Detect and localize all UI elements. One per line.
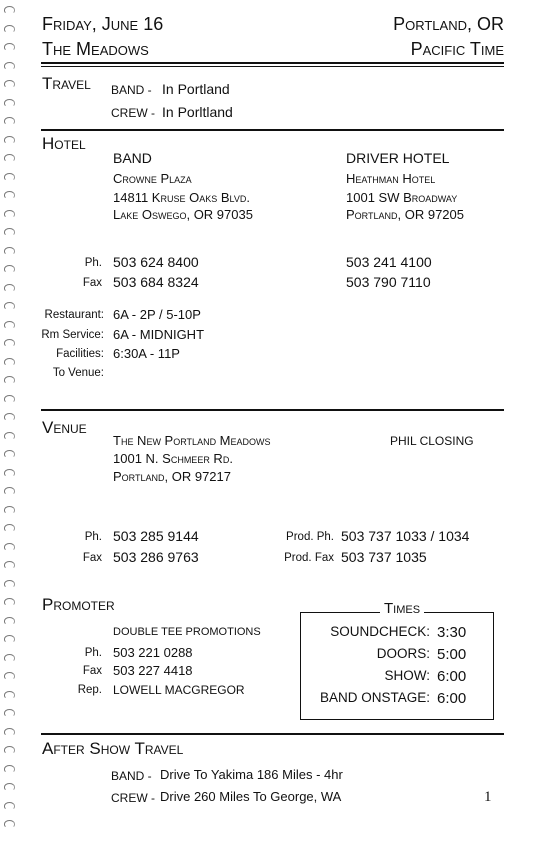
- promoter-phone-label: Ph.: [84, 647, 102, 659]
- travel-band-label: BAND -: [111, 83, 152, 97]
- binding-ring: [4, 746, 15, 754]
- prod-phone-label: Prod. Ph.: [286, 531, 334, 543]
- section-title-promoter: Promoter: [42, 595, 115, 614]
- driver-hotel-phone: 503 241 4100: [346, 254, 432, 270]
- binding-ring: [4, 25, 15, 33]
- binding-ring: [4, 783, 15, 791]
- driver-hotel-heading: DRIVER HOTEL: [346, 150, 450, 166]
- binding-ring: [4, 469, 15, 477]
- binding-ring: [4, 6, 15, 14]
- promoter-name: DOUBLE TEE PROMOTIONS: [113, 626, 261, 638]
- binding-ring: [4, 284, 15, 292]
- section-title-venue: Venue: [42, 418, 87, 437]
- binding-ring: [4, 339, 15, 347]
- driver-hotel-name: Heathman Hotel: [346, 171, 436, 186]
- after-show-crew-value: Drive 260 Miles To George, WA: [160, 789, 342, 804]
- binding-ring: [4, 691, 15, 699]
- section-title-after-show-travel: After Show Travel: [42, 739, 184, 758]
- binding-ring: [4, 820, 15, 828]
- restaurant-label: Restaurant:: [44, 309, 104, 321]
- binding-ring: [4, 580, 15, 588]
- prod-fax-label: Prod. Fax: [284, 552, 334, 564]
- to-venue-label: To Venue:: [52, 367, 104, 379]
- header-rule-thin: [41, 66, 504, 67]
- venue-address1: 1001 N. Schmeer Rd.: [113, 451, 233, 466]
- binding-ring: [4, 709, 15, 717]
- venue-phone-label: Ph.: [84, 531, 102, 543]
- binding-ring: [4, 487, 15, 495]
- binding-ring: [4, 561, 15, 569]
- hotel-band-name: Crowne Plaza: [113, 171, 192, 186]
- times-row-value: 6:00: [437, 690, 467, 707]
- binding-ring: [4, 154, 15, 162]
- show-date: Friday, June 16: [42, 14, 164, 34]
- binding-ring: [4, 506, 15, 514]
- binding-ring: [4, 543, 15, 551]
- times-row-label: SHOW:: [384, 668, 430, 683]
- binding-ring: [4, 321, 15, 329]
- driver-hotel-fax: 503 790 7110: [346, 274, 431, 290]
- venue-note: PHIL CLOSING: [390, 434, 474, 448]
- room-service-hours: 6A - MIDNIGHT: [113, 327, 205, 342]
- facilities-hours: 6:30A - 11P: [113, 346, 180, 361]
- after-show-crew-label: CREW -: [111, 791, 155, 805]
- city: Portland, OR: [393, 14, 504, 34]
- binding-ring: [4, 450, 15, 458]
- binding-ring: [4, 191, 15, 199]
- promoter-rep-label: Rep.: [77, 684, 102, 696]
- promoter-phone: 503 221 0288: [113, 645, 193, 660]
- binding-ring: [4, 413, 15, 421]
- times-row-value: 6:00: [437, 668, 467, 685]
- prod-fax: 503 737 1035: [341, 549, 427, 565]
- after-show-band-label: BAND -: [111, 769, 152, 783]
- travel-band-value: In Portland: [162, 81, 230, 97]
- times-row-label: BAND ONSTAGE:: [319, 690, 430, 705]
- binding-ring: [4, 80, 15, 88]
- binding-ring: [4, 247, 15, 255]
- times-row-value: 5:00: [437, 646, 467, 663]
- hotel-phone-label: Ph.: [84, 257, 102, 269]
- times-title: Times: [380, 600, 424, 617]
- binding-ring: [4, 395, 15, 403]
- venue-phone: 503 285 9144: [113, 528, 199, 544]
- driver-hotel-address2: Portland, OR 97205: [346, 207, 464, 222]
- binding-ring: [4, 376, 15, 384]
- hotel-band-fax: 503 684 8324: [113, 274, 199, 290]
- facilities-label: Facilities:: [56, 348, 104, 360]
- hotel-band-heading: BAND: [113, 150, 152, 166]
- hotel-band-address1: 14811 Kruse Oaks Blvd.: [113, 190, 250, 205]
- driver-hotel-address1: 1001 SW Broadway: [346, 190, 458, 205]
- binding-ring: [4, 228, 15, 236]
- venue-short-name: The Meadows: [42, 39, 149, 59]
- header-rule: [41, 62, 504, 64]
- after-show-band-value: Drive To Yakima 186 Miles - 4hr: [160, 767, 343, 782]
- binding-ring: [4, 654, 15, 662]
- binding-ring: [4, 524, 15, 532]
- times-row-value: 3:30: [437, 624, 467, 641]
- section-rule: [41, 129, 504, 131]
- binding-ring: [4, 62, 15, 70]
- restaurant-hours: 6A - 2P / 5-10P: [113, 307, 201, 322]
- binding-ring: [4, 302, 15, 310]
- binding-ring: [4, 765, 15, 773]
- promoter-fax: 503 227 4418: [113, 663, 193, 678]
- binding-ring: [4, 598, 15, 606]
- binding-ring: [4, 99, 15, 107]
- venue-fax-label: Fax: [82, 552, 102, 564]
- section-rule: [41, 409, 504, 411]
- page-number: 1: [484, 789, 492, 805]
- times-row-label: DOORS:: [376, 646, 430, 661]
- room-service-label: Rm Service:: [41, 329, 104, 341]
- timezone: Pacific Time: [410, 39, 504, 59]
- binding-ring: [4, 136, 15, 144]
- binding-ring: [4, 617, 15, 625]
- binding-ring: [4, 210, 15, 218]
- promoter-fax-label: Fax: [82, 665, 102, 677]
- promoter-rep: LOWELL MACGREGOR: [113, 683, 245, 697]
- binding-ring: [4, 265, 15, 273]
- hotel-band-phone: 503 624 8400: [113, 254, 199, 270]
- binding-ring: [4, 802, 15, 810]
- binding-ring: [4, 672, 15, 680]
- binding-ring: [4, 358, 15, 366]
- binding-ring: [4, 432, 15, 440]
- times-row-label: SOUNDCHECK:: [330, 624, 430, 639]
- binding-ring: [4, 117, 15, 125]
- venue-address2: Portland, OR 97217: [113, 469, 231, 484]
- binding-ring: [4, 728, 15, 736]
- venue-fax: 503 286 9763: [113, 549, 199, 565]
- venue-name: The New Portland Meadows: [113, 433, 271, 448]
- binding-ring: [4, 635, 15, 643]
- hotel-band-address2: Lake Oswego, OR 97035: [113, 207, 253, 222]
- hotel-fax-label: Fax: [82, 277, 102, 289]
- prod-phone: 503 737 1033 / 1034: [341, 528, 470, 544]
- section-title-hotel: Hotel: [42, 134, 86, 153]
- section-title-travel: Travel: [42, 74, 91, 93]
- travel-crew-value: In Porltland: [162, 104, 233, 120]
- section-rule: [41, 733, 504, 735]
- travel-crew-label: CREW -: [111, 106, 155, 120]
- binding-ring: [4, 43, 15, 51]
- binding-ring: [4, 173, 15, 181]
